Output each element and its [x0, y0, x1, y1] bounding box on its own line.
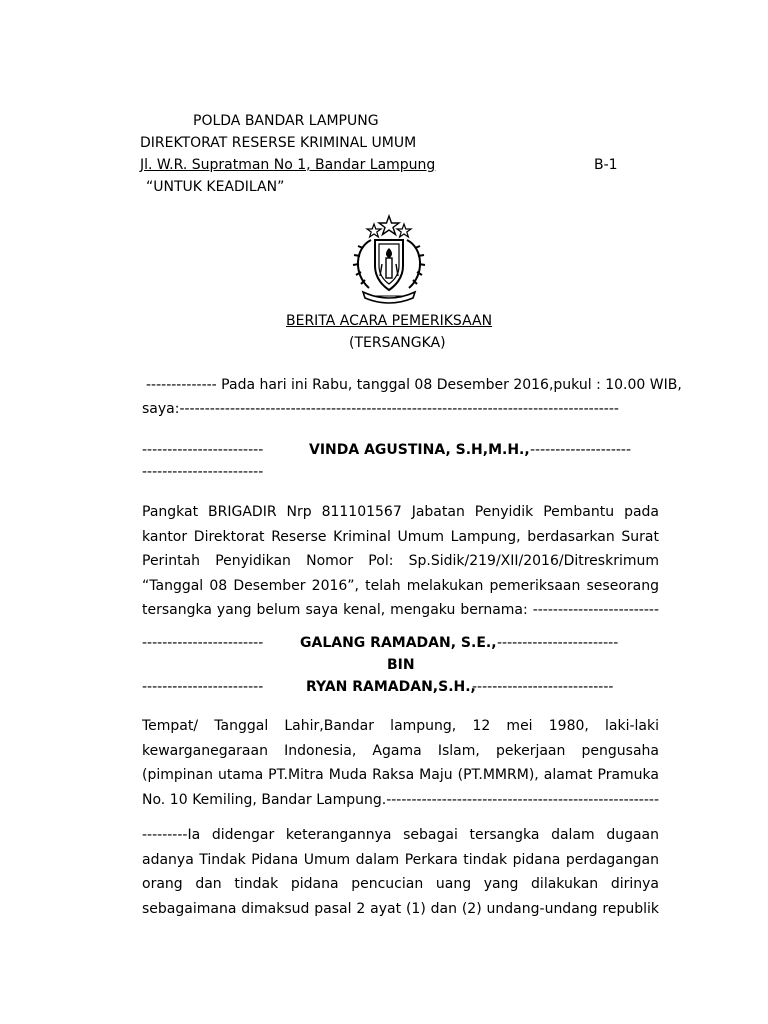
header-motto: “UNTUK KEADILAN”: [146, 179, 285, 195]
examiner-dash-left: ------------------------: [142, 442, 264, 458]
examiner-dash-line: ------------------------: [142, 464, 264, 480]
opening-line-1: -------------- Pada hari ini Rabu, tanggal 08 Desember 2016,pukul : 10.00 WIB,: [146, 377, 682, 393]
examiner-identity-paragraph: Pangkat BRIGADIR Nrp 811101567 Jabatan Penyidik Pembantu pada kantor Direktorat Reserse Kriminal Umum Lampung, berdasarkan Surat Perintah Penyidikan Nomor Pol: Sp.Sidik/219/XII/2016/Ditreskrimum “Tanggal 08 Desember 2016”, telah melakukan pemeriksaan seseorang tersangka yang belum saya kenal, mengaku bernama: -------------------------: [142, 504, 659, 618]
document-title: BERITA ACARA PEMERIKSAAN: [286, 313, 493, 329]
opening-line-2: saya:---------------------------------------------------------------------------------------: [142, 401, 619, 417]
bin-label: BIN: [387, 657, 415, 673]
police-emblem-icon: [349, 214, 429, 304]
case-description-paragraph: ---------Ia didengar keterangannya sebagai tersangka dalam dugaan adanya Tindak Pidana Umum dalam Perkara tindak pidana perdagangan orang dan tindak pidana pencucian uang yang dilakukan dirinya sebagaimana dimaksud pasal 2 ayat (1) dan (2) undang-undang republik: [142, 827, 659, 917]
header-agency: POLDA BANDAR LAMPUNG: [193, 113, 379, 129]
suspect-name: GALANG RAMADAN, S.E.,: [300, 635, 497, 651]
father-name: RYAN RAMADAN,S.H.,: [306, 679, 476, 695]
father-dash-left: ------------------------: [142, 679, 264, 695]
document-subtitle: (TERSANGKA): [349, 335, 446, 351]
header-address: Jl. W.R. Supratman No 1, Bandar Lampung: [140, 157, 436, 173]
document-code: B-1: [594, 157, 618, 173]
examiner-dash-right: --------------------: [530, 442, 632, 458]
suspect-dash-left: ------------------------: [142, 635, 264, 651]
header-directorate: DIREKTORAT RESERSE KRIMINAL UMUM: [140, 135, 417, 151]
suspect-dash-right: ------------------------: [497, 635, 619, 651]
examiner-name: VINDA AGUSTINA, S.H,M.H.,: [309, 442, 530, 458]
suspect-details-paragraph: Tempat/ Tanggal Lahir,Bandar lampung, 12 mei 1980, laki-laki kewarganegaraan Indonesia, Agama Islam, pekerjaan pengusaha (pimpinan utama PT.Mitra Muda Raksa Maju (PT.MMRM), alamat Pramuka No. 10 Kemiling, Bandar Lampung.------------------------------------------------------: [142, 718, 659, 808]
father-dash-right: ----------------------------: [472, 679, 614, 695]
